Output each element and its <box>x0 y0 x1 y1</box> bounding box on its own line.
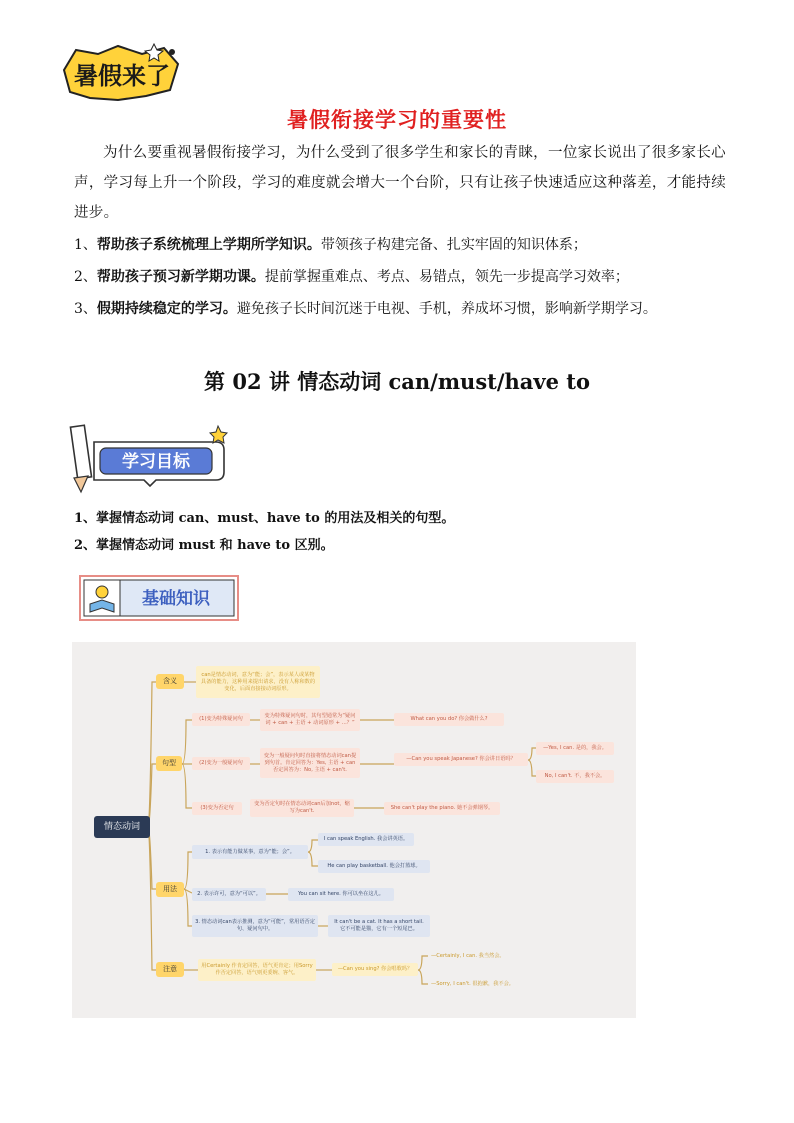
importance-title: 暑假衔接学习的重要性 <box>287 107 507 132</box>
mindmap-q2-desc: 变为一般疑问句时直接将情态动词can提到句首。肯定回答为：Yes, 主语 + can 否定回答为：No, 主语 + can't. <box>260 748 360 778</box>
mindmap-q3-label: (3)变为否定句 <box>192 802 242 815</box>
mindmap-u1-example1: I can speak English. 我会讲英语。 <box>318 833 414 846</box>
mindmap-q2-yes: —Yes, I can. 是的，我会。 <box>536 742 614 755</box>
mindmap-u3-example: It can't be a cat. It has a short tail. 它不可能是猫，它有一个短尾巴。 <box>328 915 430 937</box>
mindmap-q1-desc: 变为特殊疑问句时，其句型通常为“疑问词 + can + 主语 + 动词原形 + …？” <box>260 709 360 731</box>
goal-item: 2、掌握情态动词 must 和 have to 区别。 <box>74 538 334 553</box>
mindmap-q1-example: What can you do? 你会做什么? <box>394 713 504 726</box>
goal-item: 1、掌握情态动词 can、must、have to 的用法及相关的句型。 <box>74 511 455 526</box>
point-number: 1、 <box>74 237 97 253</box>
mindmap-u1-label: 1. 表示有能力做某事，意为“能；会”。 <box>192 845 308 859</box>
mindmap-q3-example: She can't play the piano. 她不会弹钢琴。 <box>384 802 500 815</box>
mindmap-q2-example: —Can you speak Japanese? 你会讲日语吗？ <box>394 753 528 766</box>
mindmap-meaning-text: can是情态动词，意为“能；会”，表示某人或某物具备的能力，这种用来提出请求，没有人称和数的变化，后面直接接动词原形。 <box>196 666 320 698</box>
mindmap-note-answer2: —Sorry, I can't. 很抱歉，我不会。 <box>431 981 514 987</box>
mindmap-root: 情态动词 <box>94 816 150 838</box>
point-bold: 假期持续稳定的学习。 <box>96 301 237 317</box>
point-number: 2、 <box>74 269 97 285</box>
point-bold: 帮助孩子预习新学期功课。 <box>96 269 265 285</box>
mindmap-usage-label: 用法 <box>156 882 184 897</box>
mindmap-u2-label: 2. 表示许可，意为“可以”。 <box>192 888 266 901</box>
mindmap-u1-example2: He can play basketball. 他会打篮球。 <box>318 860 430 873</box>
mindmap-note-question: —Can you sing? 你会唱歌吗？ <box>332 963 418 976</box>
goals-badge-label: 学习目标 <box>122 452 190 472</box>
mindmap-q1-label: (1)变为特殊疑问句 <box>192 713 250 726</box>
summer-logo <box>58 40 188 106</box>
point-item <box>74 234 734 254</box>
point-number: 3、 <box>74 301 97 317</box>
point-text: 带领孩子构建完备、扎实牢固的知识体系； <box>320 237 587 253</box>
mindmap-note-answer1: —Certainly, I can. 我当然会。 <box>431 953 505 959</box>
mindmap-q2-no: No, I can't. 不，我不会。 <box>536 770 614 783</box>
intro-paragraph: 为什么要重视暑假衔接学习，为什么受到了很多学生和家长的青睐，一位家长说出了很多家长心声，学习每上升一个阶段，学习的难度就会增大一个台阶，只有让孩子快速适应这种落差，才能持续进步。 <box>74 145 726 221</box>
mindmap-note-desc: 用Certainly 作肯定回答，语气更肯定；用Sorry作否定回答，语气则更委婉、客气。 <box>198 959 316 981</box>
point-text: 提前掌握重难点、考点、易错点，领先一步提高学习效率； <box>264 269 629 285</box>
mindmap-pattern-label: 句型 <box>156 756 182 771</box>
mindmap-meaning-label: 含义 <box>156 674 184 689</box>
knowledge-badge-label: 基础知识 <box>142 589 210 609</box>
knowledge-badge <box>70 570 246 628</box>
mindmap-note-label: 注意 <box>156 962 184 977</box>
point-bold: 帮助孩子系统梳理上学期所学知识。 <box>96 237 321 253</box>
point-text: 避免孩子长时间沉迷于电视、手机，养成坏习惯，影响新学期学习。 <box>236 301 657 317</box>
mind-map <box>72 642 636 1018</box>
mindmap-u3-label: 3. 情态动词can表示推测，意为“可能”，常用语否定句、疑问句中。 <box>192 915 318 937</box>
logo-text: 暑假来了 <box>74 62 170 90</box>
point-item <box>74 298 734 318</box>
mindmap-q2-label: (2)变为一般疑问句 <box>192 757 250 770</box>
lecture-title: 第 02 讲 情态动词 can/must/have to <box>204 369 590 394</box>
mindmap-u2-example: You can sit here. 你可以坐在这儿。 <box>288 888 394 901</box>
mindmap-q3-desc: 变为否定句时在情态动词can后加not，缩写为can't. <box>250 799 354 817</box>
goals-badge <box>66 420 236 500</box>
point-item <box>74 266 734 286</box>
